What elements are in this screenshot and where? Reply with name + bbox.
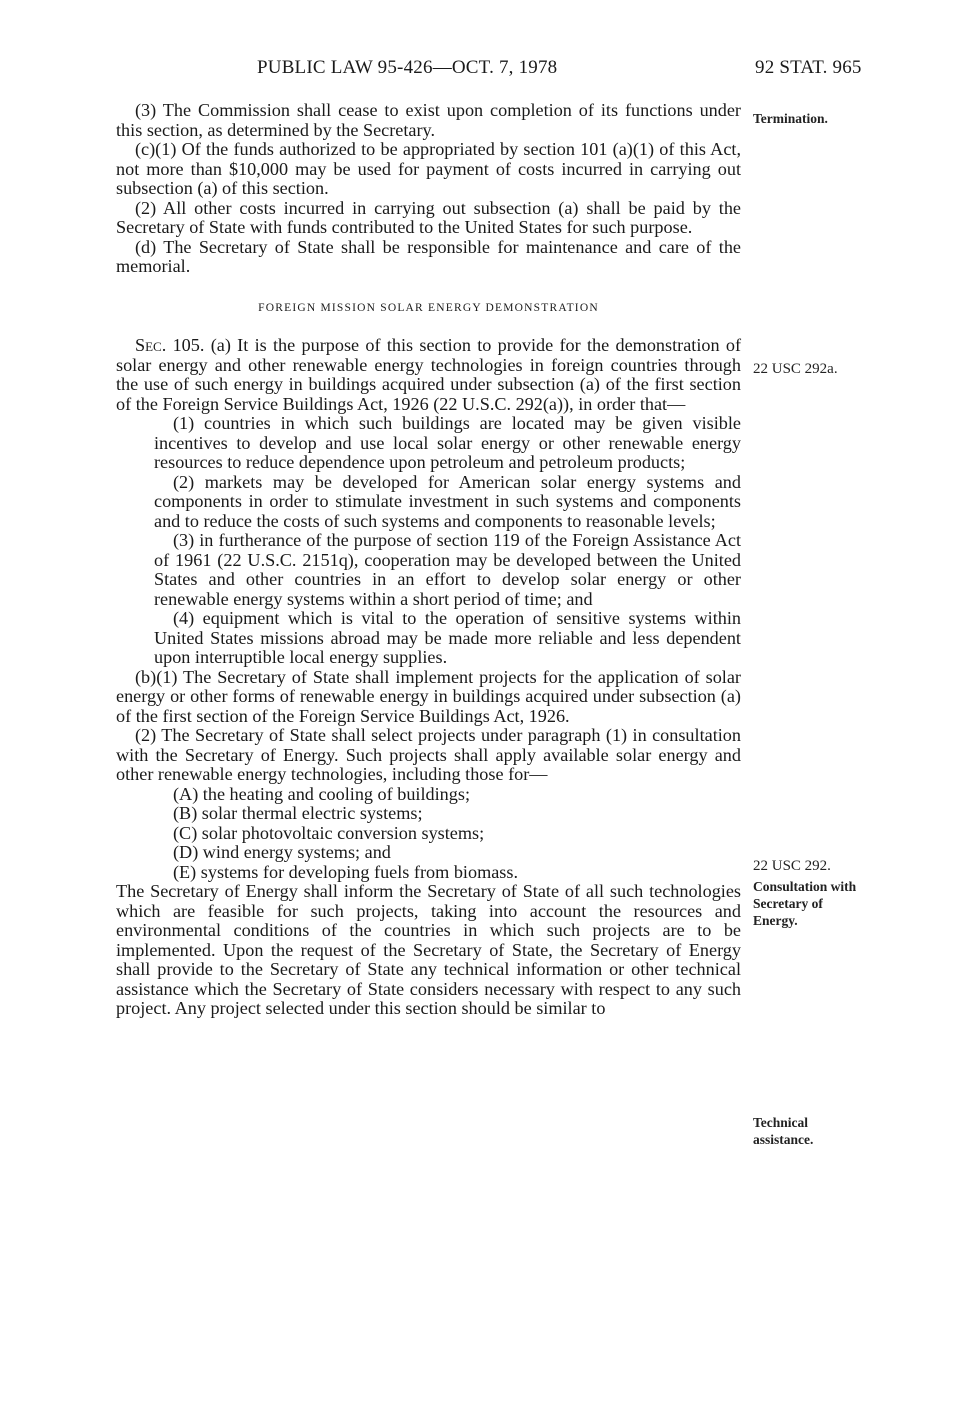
- paragraph-b2: (2) The Secretary of State shall select projects under paragraph (1) in consultation with the Secretary of Energy. Such projects shall apply available solar energy and other renewable energy technologies, including those for—: [116, 725, 741, 784]
- list-item-3: (3) in furtherance of the purpose of section 119 of the Foreign Assistance Act of 1961 (22 U.S.C. 2151q), cooperation may be developed between the United States and other countries in an effort to develop solar energy or other renewable energy systems within a short period of time; and: [154, 530, 741, 609]
- margin-note-usc-292: 22 USC 292.: [753, 858, 831, 874]
- margin-note-technical-assistance: Technical assistance.: [753, 1115, 814, 1147]
- list-item-1: (1) countries in which such buildings are located may be given visible incentives to develop and use local solar energy or other renewable energy resources to reduce dependence upon petroleum and petroleum products;: [154, 413, 741, 472]
- running-title: PUBLIC LAW 95-426—OCT. 7, 1978: [257, 57, 558, 78]
- margin-note-termination: Termination.: [753, 111, 828, 126]
- paragraph-commission-termination: (3) The Commission shall cease to exist upon completion of its functions under this section, as determined by the Secretary.: [116, 100, 741, 140]
- list-item-A: (A) the heating and cooling of buildings;: [173, 783, 471, 804]
- paragraph-c1-funds: (c)(1) Of the funds authorized to be appropriated by section 101 (a)(1) of this Act, not more than $10,000 may be used for payment of costs incurred in carrying out subsection (a) of this section.: [116, 139, 741, 198]
- paragraph-b1: (b)(1) The Secretary of State shall implement projects for the application of solar energy or other forms of renewable energy in buildings acquired under subsection (a) of the first section of the Foreign Service Buildings Act, 1926.: [116, 666, 741, 726]
- statute-page-number: 92 STAT. 965: [755, 57, 862, 78]
- main-text: [116, 101, 741, 1019]
- page-header: [0, 57, 957, 87]
- list-item-C: (C) solar photovoltaic conversion systems;: [173, 822, 485, 843]
- margin-note-consultation: Consultation with Secretary of Energy.: [753, 879, 857, 928]
- paragraph-sec105-a-text: (a) It is the purpose of this section to provide for the demonstration of solar energy and other renewable energy technologies in foreign countries through the use of such energy in buildings acquired under subsection (a) of the first section of the Foreign Service Buildings Act, 1926 (22 U.S.C. 292(a)), in order that—: [116, 335, 741, 414]
- section-heading: FOREIGN MISSION SOLAR ENERGY DEMONSTRATION: [258, 301, 599, 314]
- list-item-D: (D) wind energy systems; and: [173, 842, 391, 862]
- list-item-4: (4) equipment which is vital to the operation of sensitive systems within United States missions abroad may be made more reliable and less dependent upon interruptible local energy supplies.: [154, 608, 741, 667]
- section-label: Sec. 105.: [135, 335, 205, 355]
- list-item-2: (2) markets may be developed for American solar energy systems and components in order to stimulate investment in such systems and components and to reduce the costs of such systems and components to reasonable levels;: [154, 471, 741, 531]
- margin-note-usc-292a: 22 USC 292a.: [753, 361, 838, 377]
- list-item-B: (B) solar thermal electric systems;: [173, 803, 423, 823]
- list-item-E: (E) systems for developing fuels from biomass.: [173, 861, 518, 882]
- paragraph-secretary-energy-inform: The Secretary of Energy shall inform the Secretary of State of all such technologies which are feasible for such projects, taking into account the resources and environmental conditions of the countries in which such projects are to be implemented. Upon the request of the Secretary of State, the Secretary of Energy shall provide to the Secretary of State any technical information or other technical assistance which the Secretary of State considers necessary with respect to any such project. Any project selected under this section should be similar to: [116, 881, 741, 1018]
- paragraph-d-memorial: (d) The Secretary of State shall be responsible for maintenance and care of the memorial.: [116, 236, 741, 276]
- paragraph-c2-other-costs: (2) All other costs incurred in carrying out subsection (a) shall be paid by the Secretary of State with funds contributed to the United States for such purpose.: [116, 197, 741, 237]
- paragraph-sec105-a: [116, 336, 741, 414]
